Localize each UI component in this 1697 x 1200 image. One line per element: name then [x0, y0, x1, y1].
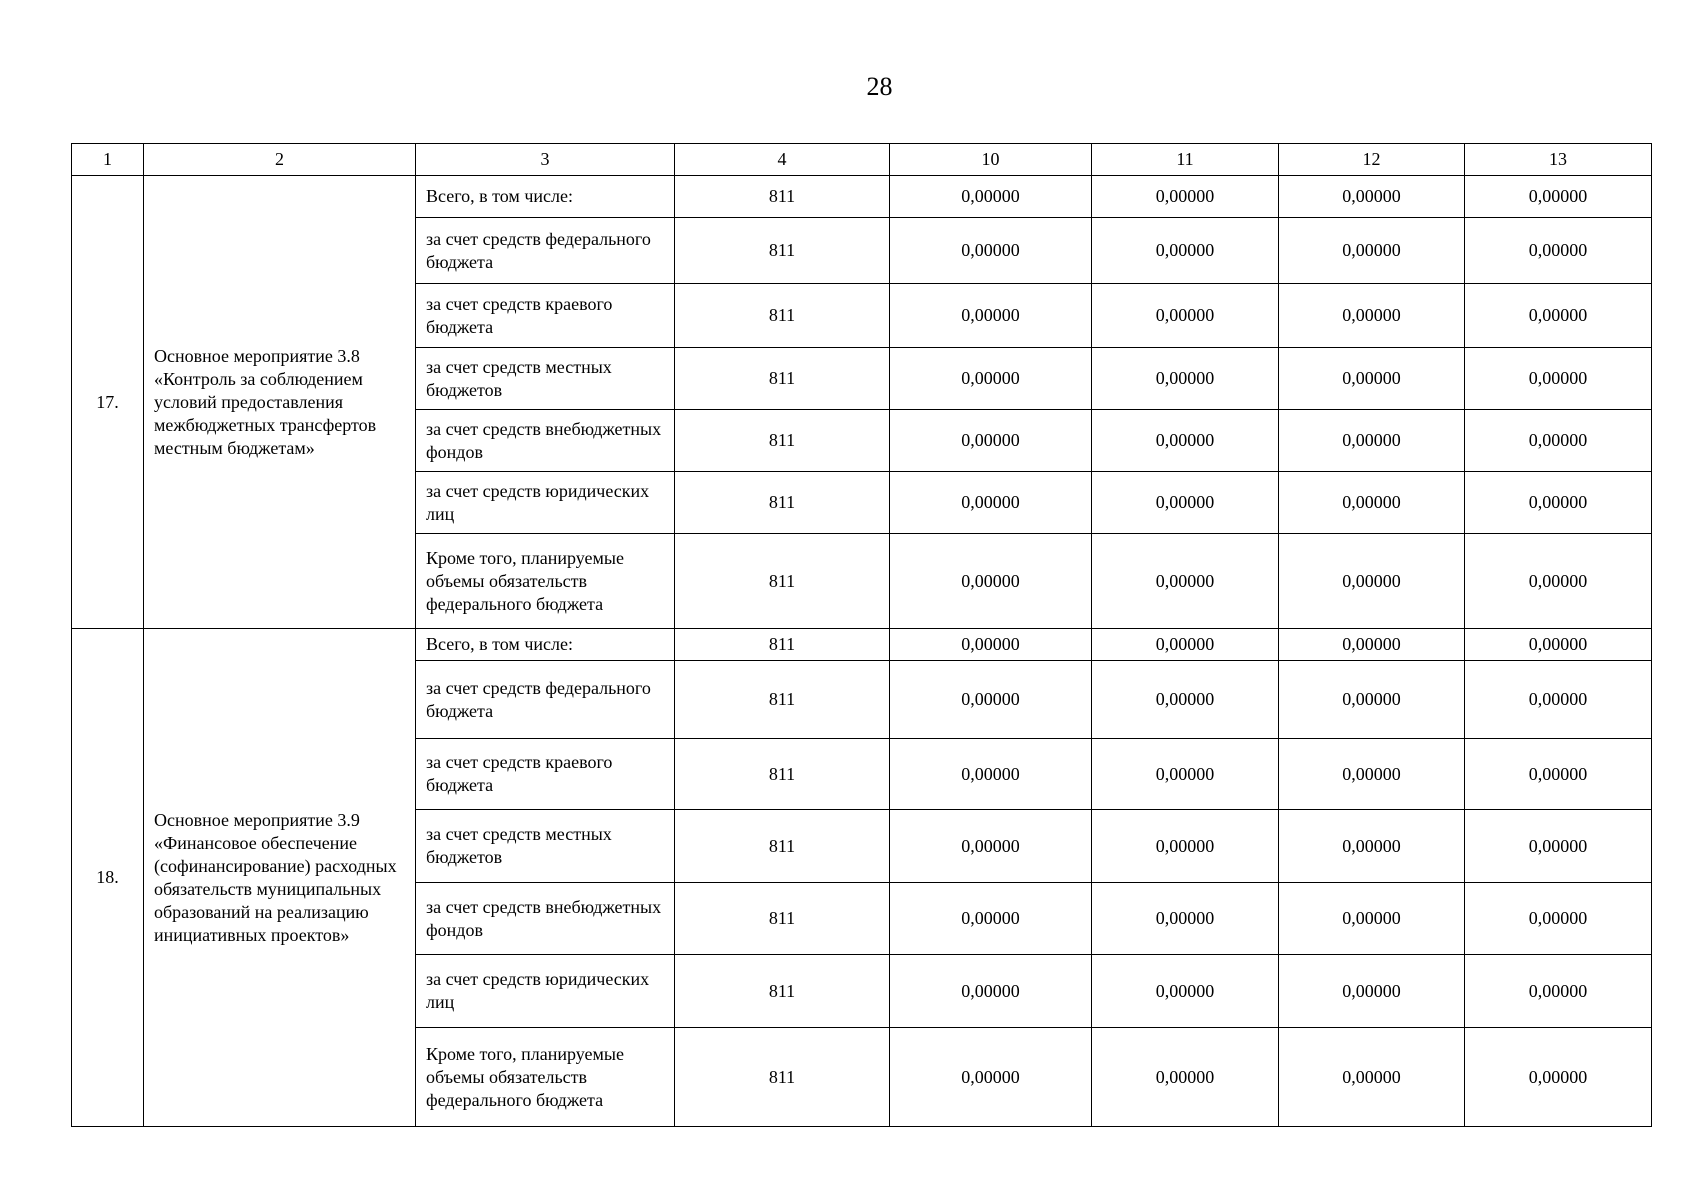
column-header: 4 — [675, 144, 890, 176]
funding-source: за счет средств федерального бюджета — [416, 661, 675, 739]
value-cell-c13: 0,00000 — [1465, 176, 1652, 218]
value-cell-c4: 811 — [675, 661, 890, 739]
value-cell-c12: 0,00000 — [1279, 176, 1465, 218]
value-cell-c13: 0,00000 — [1465, 810, 1652, 883]
value-cell-c13: 0,00000 — [1465, 410, 1652, 472]
value-cell-c12: 0,00000 — [1279, 810, 1465, 883]
value-cell-c13: 0,00000 — [1465, 883, 1652, 955]
value-cell-c10: 0,00000 — [890, 629, 1092, 661]
header-row — [72, 144, 1652, 176]
value-cell-c12: 0,00000 — [1279, 218, 1465, 284]
value-cell-c13: 0,00000 — [1465, 739, 1652, 810]
funding-source: за счет средств краевого бюджета — [416, 739, 675, 810]
value-cell-c12: 0,00000 — [1279, 955, 1465, 1028]
value-cell-c10: 0,00000 — [890, 955, 1092, 1028]
value-cell-c10: 0,00000 — [890, 176, 1092, 218]
value-cell-c13: 0,00000 — [1465, 284, 1652, 348]
value-cell-c11: 0,00000 — [1092, 410, 1279, 472]
value-cell-c10: 0,00000 — [890, 284, 1092, 348]
value-cell-c10: 0,00000 — [890, 661, 1092, 739]
value-cell-c10: 0,00000 — [890, 472, 1092, 534]
value-cell-c4: 811 — [675, 739, 890, 810]
row-index: 18. — [72, 629, 144, 1127]
value-cell-c4: 811 — [675, 284, 890, 348]
value-cell-c4: 811 — [675, 176, 890, 218]
funding-source: Кроме того, планируемые объемы обязательств федерального бюджета — [416, 1028, 675, 1127]
value-cell-c12: 0,00000 — [1279, 284, 1465, 348]
value-cell-c4: 811 — [675, 883, 890, 955]
funding-source: Всего, в том числе: — [416, 629, 675, 661]
value-cell-c12: 0,00000 — [1279, 629, 1465, 661]
value-cell-c10: 0,00000 — [890, 218, 1092, 284]
value-cell-c10: 0,00000 — [890, 1028, 1092, 1127]
funding-source: за счет средств местных бюджетов — [416, 810, 675, 883]
column-header: 1 — [72, 144, 144, 176]
value-cell-c11: 0,00000 — [1092, 1028, 1279, 1127]
table-row — [72, 176, 1652, 218]
table-body — [72, 176, 1652, 1127]
funding-source: за счет средств местных бюджетов — [416, 348, 675, 410]
value-cell-c4: 811 — [675, 410, 890, 472]
column-header: 12 — [1279, 144, 1465, 176]
value-cell-c10: 0,00000 — [890, 883, 1092, 955]
funding-source: за счет средств юридических лиц — [416, 472, 675, 534]
funding-source: за счет средств внебюджетных фондов — [416, 410, 675, 472]
activity-name: Основное мероприятие 3.8 «Контроль за соблюдением условий предоставления межбюджетных трансфертов местным бюджетам» — [144, 176, 416, 629]
value-cell-c4: 811 — [675, 534, 890, 629]
value-cell-c11: 0,00000 — [1092, 534, 1279, 629]
value-cell-c13: 0,00000 — [1465, 472, 1652, 534]
value-cell-c10: 0,00000 — [890, 810, 1092, 883]
funding-source: за счет средств внебюджетных фондов — [416, 883, 675, 955]
value-cell-c12: 0,00000 — [1279, 1028, 1465, 1127]
column-header: 10 — [890, 144, 1092, 176]
page-number: 28 — [866, 72, 893, 101]
value-cell-c11: 0,00000 — [1092, 176, 1279, 218]
value-cell-c11: 0,00000 — [1092, 810, 1279, 883]
funding-source: Кроме того, планируемые объемы обязательств федерального бюджета — [416, 534, 675, 629]
value-cell-c4: 811 — [675, 629, 890, 661]
row-index: 17. — [72, 176, 144, 629]
value-cell-c11: 0,00000 — [1092, 218, 1279, 284]
value-cell-c11: 0,00000 — [1092, 348, 1279, 410]
funding-source: за счет средств краевого бюджета — [416, 284, 675, 348]
value-cell-c12: 0,00000 — [1279, 410, 1465, 472]
value-cell-c11: 0,00000 — [1092, 661, 1279, 739]
value-cell-c13: 0,00000 — [1465, 629, 1652, 661]
value-cell-c13: 0,00000 — [1465, 348, 1652, 410]
value-cell-c10: 0,00000 — [890, 739, 1092, 810]
value-cell-c12: 0,00000 — [1279, 661, 1465, 739]
value-cell-c12: 0,00000 — [1279, 534, 1465, 629]
value-cell-c12: 0,00000 — [1279, 348, 1465, 410]
value-cell-c13: 0,00000 — [1465, 661, 1652, 739]
value-cell-c11: 0,00000 — [1092, 955, 1279, 1028]
funding-source: за счет средств федерального бюджета — [416, 218, 675, 284]
value-cell-c4: 811 — [675, 1028, 890, 1127]
activity-name: Основное мероприятие 3.9 «Финансовое обеспечение (софинансирование) расходных обязательств муниципальных образований на реализацию инициативных проектов» — [144, 629, 416, 1127]
column-header: 2 — [144, 144, 416, 176]
table-row — [72, 629, 1652, 661]
column-header: 13 — [1465, 144, 1652, 176]
value-cell-c11: 0,00000 — [1092, 629, 1279, 661]
value-cell-c13: 0,00000 — [1465, 534, 1652, 629]
value-cell-c11: 0,00000 — [1092, 284, 1279, 348]
value-cell-c13: 0,00000 — [1465, 218, 1652, 284]
value-cell-c10: 0,00000 — [890, 410, 1092, 472]
value-cell-c12: 0,00000 — [1279, 883, 1465, 955]
value-cell-c10: 0,00000 — [890, 534, 1092, 629]
value-cell-c4: 811 — [675, 218, 890, 284]
funding-source: за счет средств юридических лиц — [416, 955, 675, 1028]
column-header: 3 — [416, 144, 675, 176]
value-cell-c4: 811 — [675, 472, 890, 534]
value-cell-c12: 0,00000 — [1279, 472, 1465, 534]
value-cell-c13: 0,00000 — [1465, 955, 1652, 1028]
value-cell-c12: 0,00000 — [1279, 739, 1465, 810]
value-cell-c13: 0,00000 — [1465, 1028, 1652, 1127]
value-cell-c4: 811 — [675, 348, 890, 410]
funding-source: Всего, в том числе: — [416, 176, 675, 218]
value-cell-c11: 0,00000 — [1092, 883, 1279, 955]
value-cell-c4: 811 — [675, 810, 890, 883]
value-cell-c10: 0,00000 — [890, 348, 1092, 410]
value-cell-c11: 0,00000 — [1092, 472, 1279, 534]
value-cell-c11: 0,00000 — [1092, 739, 1279, 810]
budget-table — [71, 143, 1652, 1127]
value-cell-c4: 811 — [675, 955, 890, 1028]
column-header: 11 — [1092, 144, 1279, 176]
